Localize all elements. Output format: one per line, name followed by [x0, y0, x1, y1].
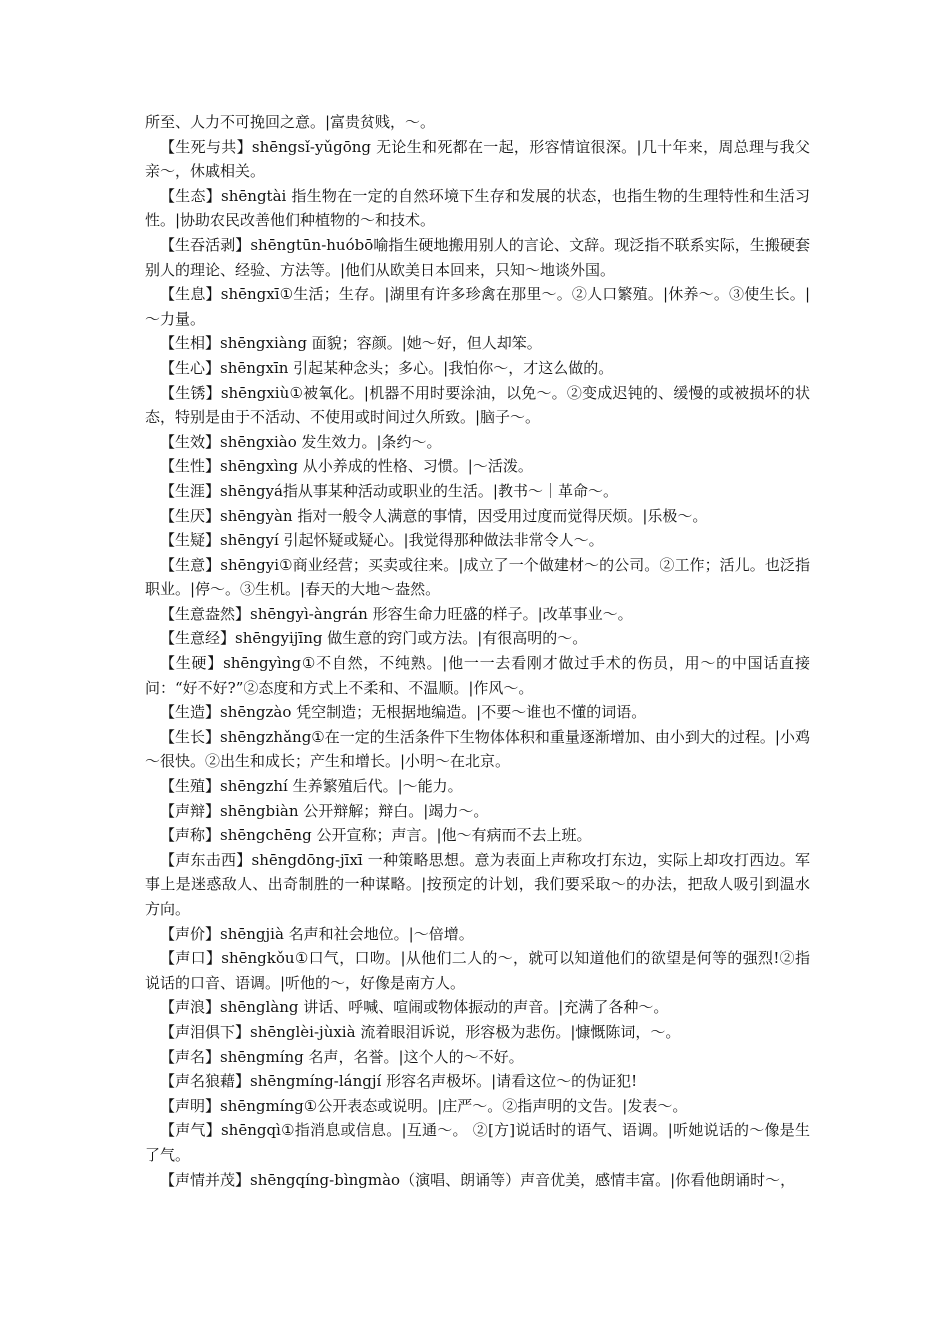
entry-shengxiang: 【生相】shēngxiàng 面貌；容颜。|她～好，但人却笨。: [160, 334, 542, 353]
entry-shengcheng: 【声称】shēngchēng 公开宣称；声言。|他～有病而不去上班。: [160, 826, 592, 845]
entry-shengming-fame: 【声名】shēngmíng 名声，名誉。|这个人的～不好。: [160, 1047, 524, 1066]
entry-shengyijing: 【生意经】shēngyijīng 做生意的窍门或方法。|有很高明的～。: [160, 629, 588, 648]
entry-shengbian: 【声辩】shēngbiàn 公开辩解；辩白。|竭力～。: [160, 801, 489, 820]
entry-shengyi-doubt: 【生疑】shēngyí 引起怀疑或疑心。|我觉得那种做法非常令人～。: [160, 531, 604, 550]
entry-shengming-statement: 【声明】shēngmíng①公开表态或说明。|庄严～。②指声明的文告。|发表～。: [160, 1096, 688, 1115]
entry-shengqi: 【声气】shēngqì①指消息或信息。|互通～。 ②[方]说话时的语气、语调。|听她说话的～像是生了气。: [145, 1121, 810, 1164]
entry-shengqing-bingmao: 【声情并茂】shēngqíng-bìngmào（演唱、朗诵等）声音优美，感情丰富。|你看他朗诵时～，: [160, 1170, 796, 1189]
entry-shengzao: 【生造】shēngzào 凭空制造；无根据地编造。|不要～谁也不懂的词语。: [160, 703, 647, 722]
entry-shengyi-angran: 【生意盎然】shēngyì-àngrán 形容生命力旺盛的样子。|改革事业～。: [160, 604, 633, 623]
entry-shengxiao: 【生效】shēngxiào 发生效力。|条约～。: [160, 432, 442, 451]
entry-shengxing: 【生性】shēngxìng 从小养成的性格、习惯。|～活泼。: [160, 457, 533, 476]
entry-shengyi-business: 【生意】shēngyi①商业经营；买卖或往来。|成立了一个做建材～的公司。②工作；活儿。也泛指职业。|停～。③生机。|春天的大地～盎然。: [145, 555, 810, 599]
entry-shenglei-juxia: 【声泪俱下】shēnglèi-jùxià 流着眼泪诉说，形容极为悲伤。|慷慨陈词，～。: [160, 1022, 681, 1041]
entry-shengying: 【生硬】shēngyìng①不自然，不纯熟。|他一一去看刚才做过手术的伤员，用～的中国话直接问：“好不好?”②态度和方式上不柔和、不温顺。|作风～。: [145, 654, 810, 697]
entry-shengya: 【生涯】shēngyá指从事某种活动或职业的生活。|教书～｜革命～。: [160, 481, 618, 500]
entry-shenglang: 【声浪】shēnglàng 讲话、呼喊、喧闹或物体振动的声音。|充满了各种～。: [160, 998, 669, 1017]
entry-shengxin: 【生心】shēngxīn 引起某种念头；多心。|我怕你～，才这么做的。: [160, 358, 614, 377]
entry-shengsi-yugong: 【生死与共】shēngsǐ-yǔgōng 无论生和死都在一起，形容情谊很深。|几十年来，周总理与我父亲～，休戚相关。: [145, 137, 810, 181]
dictionary-page: [145, 110, 810, 1192]
entry-shengzhi: 【生殖】shēngzhí 生养繁殖后代。|～能力。: [160, 777, 463, 796]
entry-shengyan: 【生厌】shēngyàn 指对一般令人满意的事情，因受用过度而觉得厌烦。|乐极～。: [160, 506, 708, 525]
entry-shengjia: 【声价】shēngjià 名声和社会地位。|～倍增。: [160, 924, 474, 943]
entry-continuation: 所至、人力不可挽回之意。|富贵贫贱，～。: [145, 113, 436, 131]
entry-shengxi: 【生息】shēngxī①生活；生存。|湖里有许多珍禽在那里～。②人口繁殖。|休养～。③使生长。|～力量。: [145, 285, 810, 328]
entry-shengkou: 【声口】shēngkǒu①口气，口吻。|从他们二人的～，就可以知道他们的欲望是何等的强烈!②指说话的口音、语调。|听他的～，好像是南方人。: [145, 949, 810, 992]
entry-shengtun-huobo: 【生吞活剥】shēngtūn-huóbō喻指生硬地搬用别人的言论、文辞。现泛指不联系实际，生搬硬套别人的理论、经验、方法等。|他们从欧美日本回来，只知～地谈外国。: [145, 235, 810, 279]
entry-shengtai: 【生态】shēngtài 指生物在一定的自然环境下生存和发展的状态，也指生物的生理特性和生活习性。|协助农民改善他们种植物的～和技术。: [145, 186, 810, 230]
entry-shengzhang: 【生长】shēngzhǎng①在一定的生活条件下生物体体积和重量逐渐增加、由小到大的过程。|小鸡～很快。②出生和成长；产生和增长。|小明～在北京。: [145, 727, 810, 771]
entry-shengxiu: 【生锈】shēngxiù①被氧化。|机器不用时要涂油，以免～。②变成迟钝的、缓慢的或被损坏的状态，特别是由于不活动、不使用或时间过久所致。|脑子～。: [145, 383, 810, 427]
entry-shengming-langji: 【声名狼藉】shēngmíng-lángjí 形容名声极坏。|请看这位～的伪证犯!: [160, 1072, 638, 1091]
entry-shengdong-jixi: 【声东击西】shēngdōng-jīxī 一种策略思想。意为表面上声称攻打东边，实际上却攻打西边。军事上是迷惑敌人、出奇制胜的一种谋略。|按预定的计划，我们要采取～的办法，把敌人吸引到温水方向。: [145, 850, 810, 918]
